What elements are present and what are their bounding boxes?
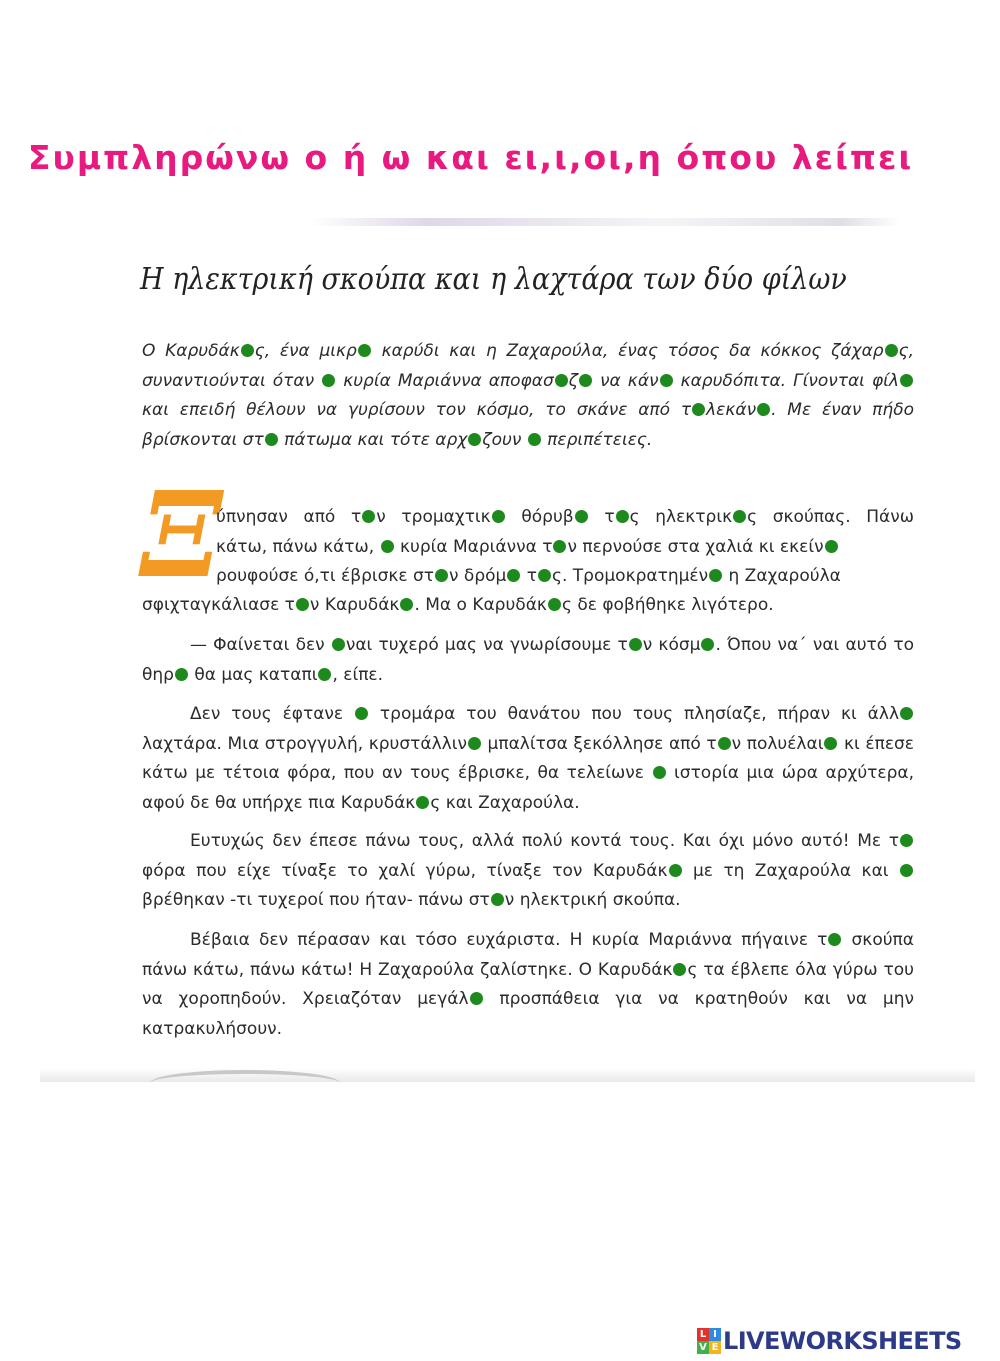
text-segment: Δεν τους έφτανε	[190, 704, 355, 724]
story-title: Η ηλεκτρική σκούπα και η λαχτάρα των δύο φίλων	[140, 262, 847, 297]
blank-21[interactable]	[825, 540, 838, 553]
blank-41[interactable]	[900, 834, 913, 847]
text-segment: — Φαίνεται δεν	[190, 635, 331, 655]
text-segment: και επειδή θέλουν να γυρίσουν τον κόσμο, το σκάνε από τ	[142, 400, 692, 420]
blank-1[interactable]	[241, 344, 254, 357]
paragraph-2-first-line	[216, 503, 914, 533]
blank-11[interactable]	[265, 433, 278, 446]
text-segment: ρουφούσε ό,τι έβρισκε στ	[216, 566, 435, 586]
watermark-text: LIVEWORKSHEETS	[723, 1327, 962, 1355]
logo-letter: E	[709, 1341, 721, 1354]
text-segment: ιστορία μια ώρα αρχύτερα, αφού δε θα υπήρχε πια Καρυδάκ	[142, 763, 915, 813]
logo-letter: I	[709, 1328, 721, 1341]
blank-20[interactable]	[553, 540, 566, 553]
blank-46[interactable]	[673, 963, 686, 976]
text-segment: ν περνούσε στα χαλιά κι εκείν	[567, 536, 824, 557]
blank-9[interactable]	[692, 403, 705, 416]
text-segment: . Όπου να΄ ναι αυτό το θηρ	[142, 635, 914, 685]
blank-27[interactable]	[400, 598, 413, 611]
text-segment: ναι τυχερό μας να γνωρίσουμε τ	[345, 635, 628, 655]
text-segment: κάτω, πάνω κάτω,	[216, 536, 380, 557]
text-segment: λαχτάρα. Μια στρογγυλή, κρυστάλλιν	[142, 733, 467, 754]
blank-43[interactable]	[900, 864, 913, 877]
text-segment: με τη Ζαχαρούλα και	[682, 860, 899, 881]
text-segment: σφιχταγκάλιασε τ	[142, 595, 295, 615]
logo-letter: V	[697, 1341, 709, 1354]
blank-18[interactable]	[733, 510, 746, 523]
text-segment: . Με έναν πήδο βρίσκονται στ	[142, 400, 914, 450]
instruction-heading: Συμπληρώνω ο ή ω και ει,ι,οι,η όπου λείπει	[28, 138, 914, 177]
blank-39[interactable]	[653, 766, 666, 779]
text-segment: ς δε φοβήθηκε λιγότερο.	[561, 595, 774, 615]
blank-26[interactable]	[296, 598, 309, 611]
blank-28[interactable]	[548, 598, 561, 611]
blank-12[interactable]	[468, 433, 481, 446]
text-segment: ς, ένα μικρ	[254, 341, 357, 361]
text-segment: πάτωμα και τότε αρχ	[278, 429, 468, 450]
blank-31[interactable]	[701, 638, 714, 651]
text-segment: κι έπεσε κάτω με τέτοια φόρα, που αν τους έβρισκε, θα τελείωνε	[142, 733, 914, 783]
drop-cap-letter: Ξ	[140, 465, 224, 604]
text-segment: , είπε.	[332, 664, 384, 685]
text-segment: τ	[588, 507, 615, 527]
text-segment: ς τα έβλεπε όλα γύρω του να χοροπηδούν. Χρειαζόταν μεγάλ	[142, 959, 914, 1009]
blank-36[interactable]	[468, 737, 481, 750]
blank-14[interactable]	[362, 510, 375, 523]
text-segment: Ευτυχώς δεν έπεσε πάνω τους, αλλά πολύ κοντά τους. Και όχι μόνο αυτό! Με τ	[190, 831, 899, 851]
text-segment: ζουν	[482, 429, 527, 450]
text-segment: Ο Καρυδάκ	[142, 341, 240, 361]
text-segment: μπαλίτσα ξεκόλλησε από τ	[481, 733, 717, 754]
text-segment: ν Καρυδάκ	[309, 595, 400, 615]
text-segment: θόρυβ	[505, 507, 574, 527]
blank-13[interactable]	[528, 433, 541, 446]
text-segment: καρύδι και η Ζαχαρούλα, ένας τόσος δα κόκκος ζάχαρ	[371, 341, 884, 361]
paragraph-2-last-line	[142, 591, 914, 621]
blank-44[interactable]	[491, 893, 504, 906]
text-segment: . Μα ο Καρυδάκ	[414, 595, 547, 615]
text-segment: ς και Ζαχαρούλα.	[430, 792, 580, 813]
blank-29[interactable]	[332, 638, 345, 651]
text-segment: λεκάν	[706, 400, 757, 420]
blank-47[interactable]	[470, 992, 483, 1005]
scan-edge-top	[310, 218, 900, 226]
paragraph-4	[142, 700, 914, 818]
blank-16[interactable]	[575, 510, 588, 523]
text-segment: σκούπα πάνω κάτω, πάνω κάτω! Η Ζαχαρούλα ζαλίστηκε. Ο Καρυδάκ	[142, 930, 914, 980]
blank-2[interactable]	[358, 344, 371, 357]
blank-23[interactable]	[507, 569, 520, 582]
scan-swoosh-mark	[150, 1070, 340, 1096]
blank-3[interactable]	[885, 344, 898, 357]
text-segment: ν πολυέλαι	[731, 733, 824, 754]
text-segment: ς σκούπας. Πάνω	[747, 507, 914, 527]
blank-10[interactable]	[757, 403, 770, 416]
text-segment: ν ηλεκτρική σκούπα.	[504, 890, 681, 910]
blank-37[interactable]	[718, 737, 731, 750]
blank-6[interactable]	[579, 374, 592, 387]
blank-5[interactable]	[555, 374, 568, 387]
blank-15[interactable]	[492, 510, 505, 523]
text-segment: η Ζαχαρούλα	[723, 566, 841, 586]
text-segment: τρομάρα του θανάτου που τους πλησίαζε, πήραν κι άλλ	[369, 704, 900, 724]
text-segment: Βέβαια δεν πέρασαν και τόσο ευχάριστα. Η κυρία Μαριάννα πήγαινε τ	[190, 930, 828, 950]
blank-17[interactable]	[616, 510, 629, 523]
text-segment: περιπέτειες.	[541, 429, 653, 450]
liveworksheets-watermark	[697, 1326, 993, 1356]
blank-24[interactable]	[538, 569, 551, 582]
paragraph-dialogue	[142, 631, 914, 690]
text-segment: ς, συναντιούνται όταν	[142, 341, 914, 391]
text-segment: βρέθηκαν -τι τυχεροί που ήταν- πάνω στ	[142, 890, 490, 910]
blank-25[interactable]	[709, 569, 722, 582]
blank-19[interactable]	[381, 540, 394, 553]
blank-4[interactable]	[322, 374, 335, 387]
blank-38[interactable]	[824, 737, 837, 750]
blank-35[interactable]	[900, 707, 913, 720]
text-segment: τ	[521, 566, 537, 586]
blank-7[interactable]	[660, 374, 673, 387]
text-segment: ζ	[568, 370, 579, 391]
text-segment: κυρία Μαριάννα τ	[394, 536, 553, 557]
paragraph-2	[216, 503, 914, 592]
blank-34[interactable]	[355, 707, 368, 720]
text-segment: καρυδόπιτα. Γίνονται φίλ	[673, 370, 899, 391]
text-segment: προσπάθεια για να κρατηθούν και να μην κατρακυλήσουν.	[142, 989, 914, 1039]
blank-8[interactable]	[900, 374, 913, 387]
paragraph-6	[142, 926, 914, 1044]
blank-32[interactable]	[175, 668, 188, 681]
blank-22[interactable]	[435, 569, 448, 582]
text-segment: ς ηλεκτρικ	[629, 507, 733, 527]
blank-40[interactable]	[416, 796, 429, 809]
text-segment: ν δρόμ	[449, 566, 507, 586]
text-segment: ύπνησαν από τ	[216, 507, 362, 527]
logo-letter: L	[697, 1328, 709, 1341]
text-segment: ν τρομαχτικ	[376, 507, 491, 527]
text-segment: να κάν	[593, 370, 659, 391]
blank-33[interactable]	[318, 668, 331, 681]
text-segment: ν κόσμ	[642, 635, 701, 655]
blank-45[interactable]	[828, 933, 841, 946]
liveworksheets-logo-icon	[697, 1328, 721, 1354]
text-segment: ς. Τρομοκρατημέν	[551, 566, 709, 586]
paragraph-intro	[142, 337, 914, 455]
blank-30[interactable]	[629, 638, 642, 651]
text-segment: κυρία Μαριάννα αποφασ	[336, 370, 554, 391]
text-segment: θα μας καταπι	[188, 664, 318, 685]
text-segment: φόρα που είχε τίναξε το χαλί γύρω, τίναξε τον Καρυδάκ	[142, 860, 668, 881]
blank-42[interactable]	[669, 864, 682, 877]
paragraph-5	[142, 827, 914, 916]
